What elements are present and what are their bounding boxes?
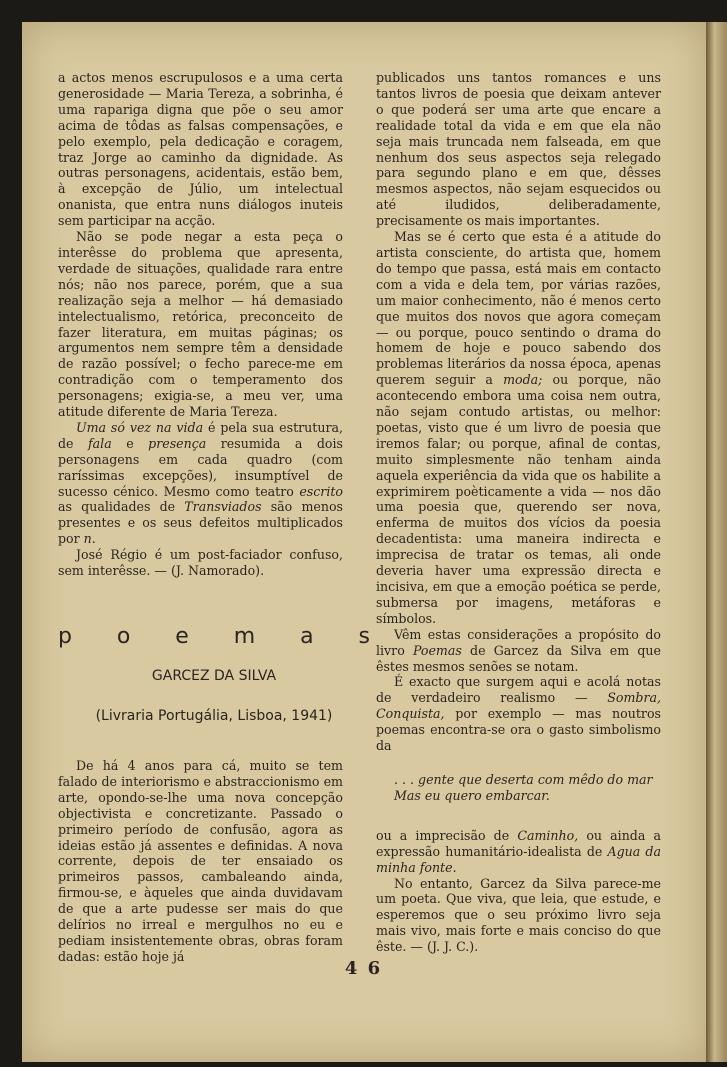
heading-letter: s bbox=[358, 624, 370, 649]
heading-letter: o bbox=[116, 624, 131, 649]
left-column-review bbox=[58, 758, 343, 965]
paragraph: José Régio é um post-faciador confuso, sem interêsse. — (J. Namorado). bbox=[58, 547, 343, 579]
paragraph: publicados uns tantos romances e uns tantos livros de poesia que deixam antever o que poderá ser uma arte que encare a realidade total da vida e em que ela não seja mais truncada nem falseada, em que nenhum dos seus aspectos seja relegado para segundo plano e em que, dêsses mesmos aspectos, não sejam esquecidos ou até iludidos, deliberadamente, precisamente os mais importantes. bbox=[376, 70, 661, 229]
heading-letter: e bbox=[175, 624, 189, 649]
text-run: ou a imprecisão de bbox=[376, 827, 518, 843]
italic-word: n bbox=[83, 531, 92, 547]
paragraph: De há 4 anos para cá, muito se tem falado de interiorismo e abstraccionismo em arte, opondo-se-lhe uma nova concepção objectivista e concretizante. Passado o primeiro período de confusão, agora as ideias estão já assentes e definidas. A nova corrente, depois de ter ensaiado os primeiros passos, cambaleando ainda, firmou-se, e àqueles que ainda duvidavam de que a arte pudesse ser mais do que delírios no irreal e mergulhos no eu e pediam insistentemente obras, obras foram dadas: estão hoje já bbox=[58, 758, 343, 964]
page-edge bbox=[706, 22, 727, 1062]
publisher-line: (Livraria Portugália, Lisboa, 1941) bbox=[95, 708, 333, 724]
italic-title: Sombra, Conquista, bbox=[376, 690, 661, 722]
paragraph: No entanto, Garcez da Silva parece-me um poeta. Que viva, que leia, que estude, e esperemos que o seu próximo livro seja mais vivo, mais forte e mais conciso do que êste. — (J. J. C.). bbox=[376, 875, 661, 955]
italic-word: fala bbox=[88, 435, 112, 451]
text-run: de Garcez da Silva em que êstes mesmos senões se notam. bbox=[376, 642, 661, 674]
italic-title: Caminho, bbox=[517, 827, 579, 843]
left-column bbox=[58, 70, 343, 579]
text-run: Vêm estas considerações a propósito do livro bbox=[376, 626, 661, 658]
text-run: resumida a dois personagens em cada quadro (com raríssimas excepções), insumptível de sucesso cénico. Mesmo como teatro bbox=[58, 435, 343, 499]
quote-line: . . . gente que deserta com mêdo do mar bbox=[394, 771, 653, 787]
paragraph bbox=[376, 229, 661, 627]
italic-title: Agua da minha fonte. bbox=[376, 843, 661, 875]
text-run: por exemplo — mas noutros poemas encontra-se ora o gasto simbolismo da bbox=[376, 706, 661, 754]
heading-letter: a bbox=[300, 624, 314, 649]
section-heading bbox=[58, 624, 370, 649]
text-run: ou ainda a expressão humanitário-idealista de bbox=[376, 827, 661, 859]
paragraph bbox=[376, 674, 661, 754]
italic-title: Poemas bbox=[412, 642, 462, 658]
text-run: É exacto que surgem aqui e acolá notas de verdadeiro realismo — bbox=[376, 674, 661, 706]
italic-title: Uma só vez na vida bbox=[76, 419, 204, 435]
heading-letter: p bbox=[58, 624, 72, 649]
quote-line: Mas eu quero embarcar. bbox=[394, 787, 550, 803]
poem-quote bbox=[376, 772, 661, 804]
italic-title: Transviados bbox=[184, 499, 262, 515]
text-run: e bbox=[111, 435, 149, 451]
italic-word: presença bbox=[148, 435, 207, 451]
paragraph: Não se pode negar a esta peça o interêsse do problema que apresenta, verdade de situações, qualidade rara entre nós; não nos parece, porém, que a sua realização seja a melhor — há demasiado intelectualismo, retórica, preconceito de fazer literatura, em muitas páginas; os argumentos nem sempre têm a densidade de razão possível; o fecho parece-me em contradição com o temperamento dos personagens; exigia-se, a meu ver, uma atitude diferente de Maria Tereza. bbox=[58, 229, 343, 420]
right-column bbox=[376, 70, 661, 955]
paragraph bbox=[376, 828, 661, 876]
page-number: 4 6 bbox=[344, 958, 383, 979]
paragraph bbox=[58, 420, 343, 547]
paragraph bbox=[376, 627, 661, 675]
text-run: as qualidades de bbox=[58, 499, 185, 515]
italic-word: escrito bbox=[299, 483, 343, 499]
heading-letter: m bbox=[233, 624, 256, 649]
text-run: ou porque, não acontecendo embora uma coisa nem outra, não sejam contudo artistas, ou melhor: poetas, visto que é um livro de poesia que iremos falar; ou porque, afinal de contas, muito simplesmente não tenham ainda aquela experiência da vida que os habilite a exprimirem poèticamente a vida — nos dão uma poesia que, querendo ser nova, enferma de muitos dos vícios da poesia decadentista: uma maneira indirecta e imprecisa de tratar os temas, ali onde deveria haver uma expressão directa e incisiva, em que a emoção poética se perde, submersa por imagens, metáforas e símbolos. bbox=[376, 372, 661, 626]
text-run: . bbox=[91, 531, 96, 547]
paragraph: a actos menos escrupulosos e a uma certa generosidade — Maria Tereza, a sobrinha, é uma rapariga digna que põe o seu amor acima de tôdas as falsas compensações, e pelo exemplo, pela dedicação e coragem, traz Jorge ao caminho da dignidade. As outras personagens, acidentais, estão bem, à excepção de Júlio, um intelectual onanista, que entra nuns diálogos inuteis sem participar na acção. bbox=[58, 70, 343, 229]
text-run: Mas se é certo que esta é a atitude do artista consciente, do artista que, homem do tempo que passa, está mais em contacto com a vida e dela tem, por várias razões, um maior conhecimento, não é menos certo que muitos dos novos que agora começam — ou porque, pouco sentindo o drama do homem de hoje e pouco sabendo dos problemas literários da nossa época, apenas querem seguir a bbox=[376, 229, 661, 388]
italic-word: moda; bbox=[503, 372, 543, 388]
author-name: GARCEZ DA SILVA bbox=[151, 668, 277, 684]
text-run: é pela sua estrutura, de bbox=[58, 419, 343, 451]
text-run: são menos presentes e os seus defeitos multiplicados por bbox=[58, 499, 343, 547]
